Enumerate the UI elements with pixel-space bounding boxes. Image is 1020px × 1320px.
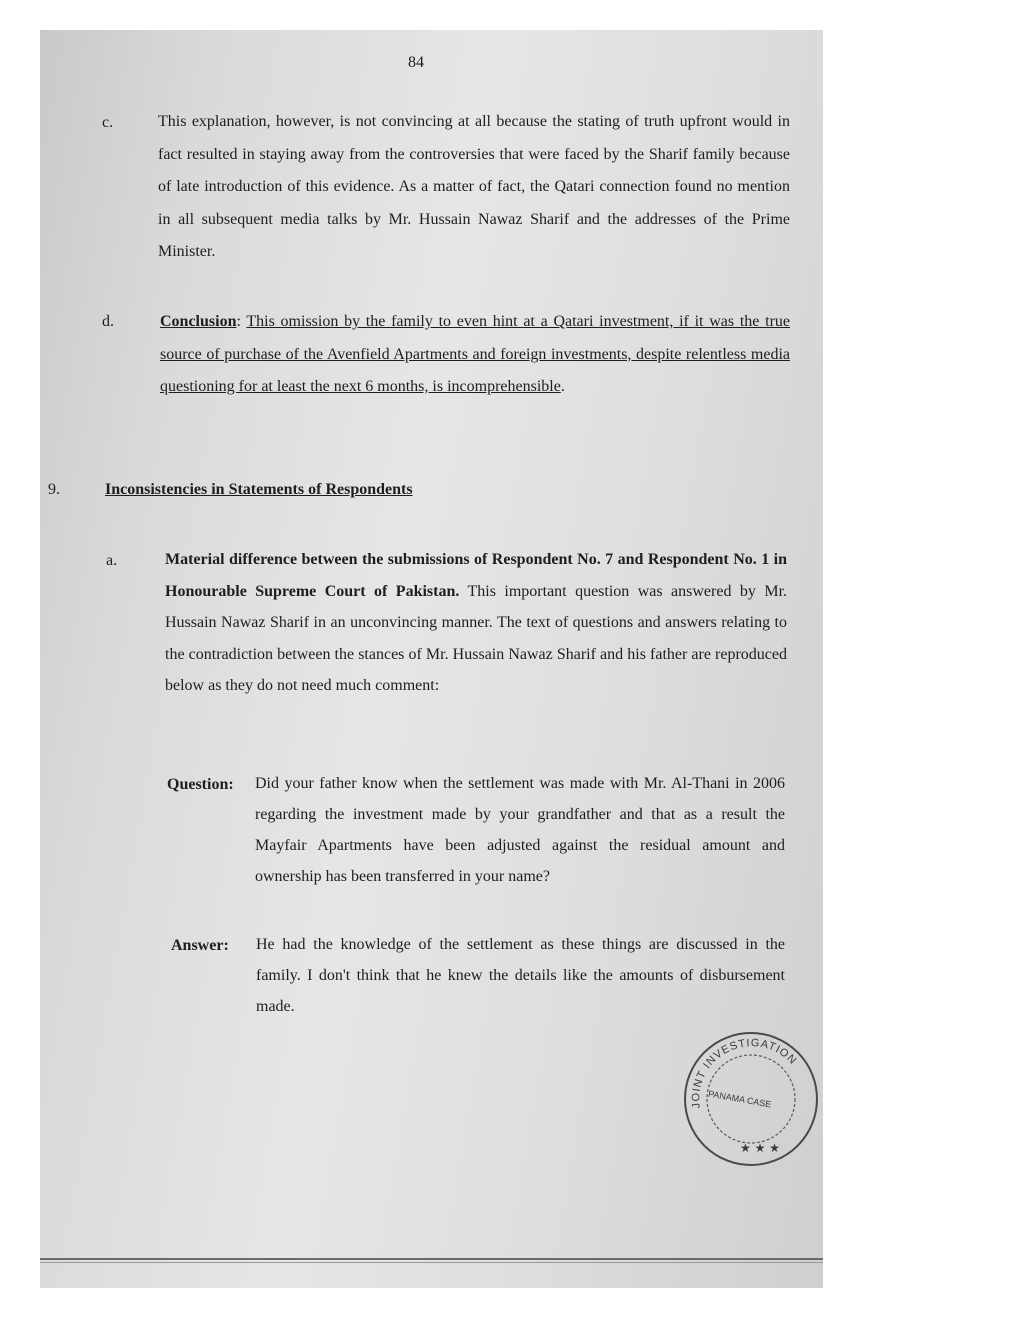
item-d-label: d. — [102, 313, 114, 330]
section-number: 9. — [48, 481, 60, 498]
conclusion-text: This omission by the family to even hint at a Qatari investment, if it was the true source of purchase of the Avenfield Apartments and foreign investments, despite relentless media questioning for at least the next 6 months, is incomprehensible — [160, 313, 791, 395]
item-c-label: c. — [102, 114, 114, 131]
official-stamp — [680, 1028, 822, 1170]
stamp-inner-text: PANAMA CASE — [707, 1088, 773, 1110]
sub-a-label: a. — [106, 552, 118, 569]
bottom-rule-secondary — [40, 1262, 823, 1263]
conclusion-colon: : — [236, 313, 241, 330]
item-d-paragraph — [160, 306, 790, 404]
conclusion-end: . — [560, 378, 565, 395]
conclusion-heading: Conclusion — [160, 313, 237, 330]
answer-text: He had the knowledge of the settlement as these things are discussed in the family. I don't think that he knew the details like the amounts of disbursement made. — [256, 936, 785, 1015]
page-number: 84 — [408, 54, 424, 71]
stamp-outer-text: JOINT INVESTIGATION — [690, 1037, 800, 1110]
question-label: Question: — [167, 776, 234, 793]
sub-a-paragraph — [165, 544, 787, 702]
document-page — [40, 30, 823, 1288]
answer-label: Answer: — [171, 937, 229, 954]
sub-a-bold-text: Material difference between the submissions of Respondent No. 7 and Respondent No. 1 in Honourable Supreme Court of Pakistan. — [165, 551, 787, 600]
sub-a-text: This important question was answered by Mr. Hussain Nawaz Sharif in an unconvincing manner. The text of questions and answers relating to the contradiction between the stances of Mr. Hussain Nawaz Sharif and his father are reproduced below as they do not need much comment: — [165, 582, 788, 694]
question-text: Did your father know when the settlement was made with Mr. Al-Thani in 2006 regarding the investment made by your grandfather and that as a result the Mayfair Apartments have been adjusted against the residual amount and ownership has been transferred in your name? — [255, 775, 785, 885]
stamp-star-icon: ★ ★ ★ — [740, 1141, 780, 1155]
item-c-paragraph: This explanation, however, is not convincing at all because the stating of truth upfront would in fact resulted in staying away from the controversies that were faced by the Sharif family because of late introduction of this evidence. As a matter of fact, the Qatari connection found no mention in all subsequent media talks by Mr. Hussain Nawaz Sharif and the addresses of the Prime Minister. — [158, 113, 790, 260]
section-title: Inconsistencies in Statements of Respondents — [105, 481, 413, 498]
bottom-rule — [40, 1258, 823, 1260]
